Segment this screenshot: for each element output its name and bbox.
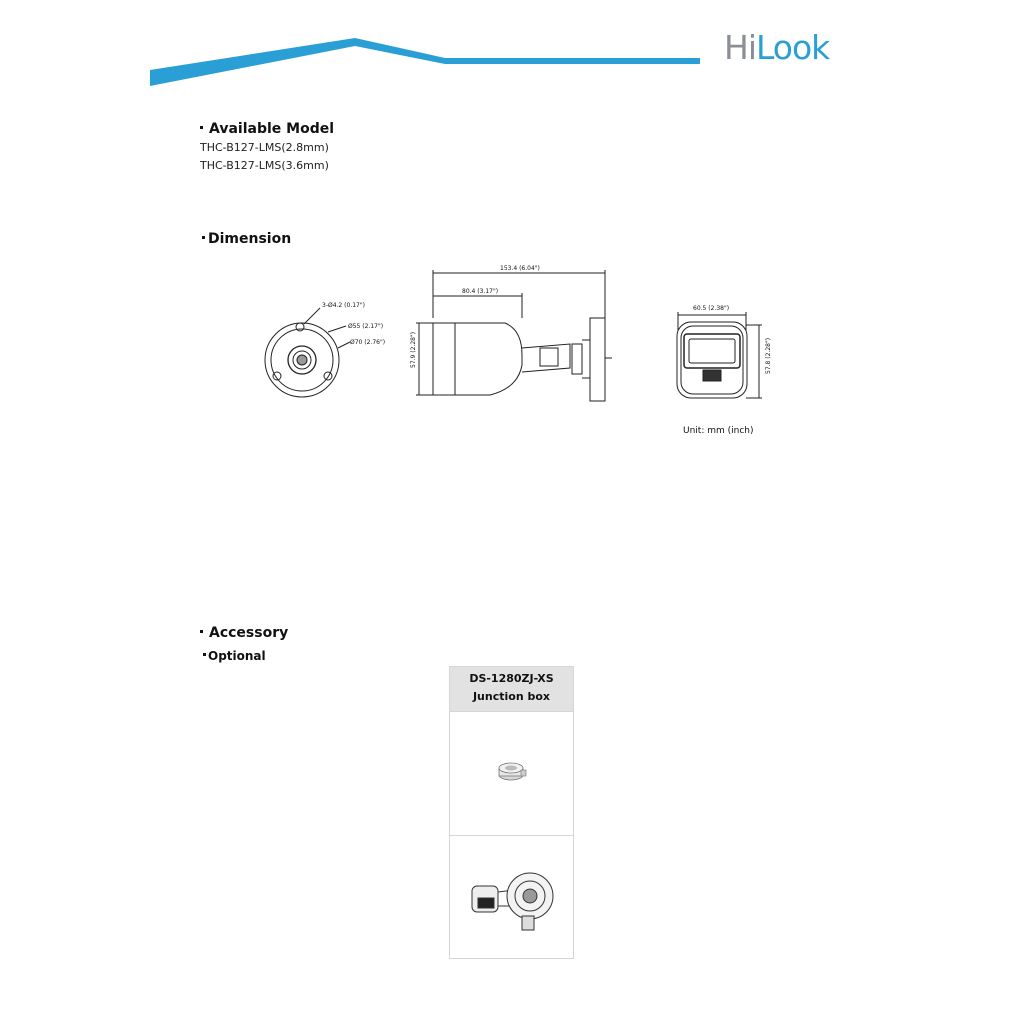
optional-subtitle: Optional: [203, 649, 266, 663]
side-view: [416, 270, 612, 401]
accessory-header: [450, 667, 573, 711]
label-width-front: 60.5 (2.38"): [693, 305, 730, 312]
bullet-icon: [200, 630, 203, 633]
label-length-body: 80.4 (3.17"): [462, 288, 499, 295]
label-holes: 3-Ø4.2 (0.17"): [322, 302, 365, 309]
label-length-total: 153.4 (6.04"): [500, 265, 540, 272]
label-d70: Ø70 (2.76"): [350, 339, 386, 346]
brand-logo: [724, 28, 829, 67]
model-line-2: THC-B127-LMS(3.6mm): [200, 159, 329, 172]
rear-view: [265, 308, 350, 397]
accessory-title: Accessory: [200, 625, 288, 641]
accessory-image-cell: [450, 711, 573, 835]
label-height-side: 57.9 (2.28"): [410, 331, 417, 368]
bullet-icon: [200, 126, 203, 129]
accessory-name: Junction box: [472, 690, 551, 703]
label-height-front: 57.8 (2.28"): [765, 337, 772, 374]
dimension-drawing: [250, 260, 790, 410]
available-model-title: Available Model: [200, 121, 334, 137]
front-view: [677, 312, 762, 398]
junction-box-image: [450, 712, 573, 836]
accessory-table: [449, 666, 574, 959]
bullet-icon: [202, 236, 205, 239]
model-line-1: THC-B127-LMS(2.8mm): [200, 141, 329, 154]
accessory-install-cell: [450, 835, 573, 958]
header-band: [0, 0, 1024, 100]
bullet-icon: [203, 653, 206, 656]
dimension-title: Dimension: [202, 231, 291, 247]
label-d55: Ø55 (2.17"): [348, 323, 384, 330]
installed-camera-image: [450, 836, 573, 959]
accessory-model: DS-1280ZJ-XS: [469, 672, 554, 685]
unit-note: Unit: mm (inch): [683, 426, 754, 436]
logo-part1: Hi: [724, 28, 756, 67]
logo-part2: Look: [755, 28, 830, 67]
